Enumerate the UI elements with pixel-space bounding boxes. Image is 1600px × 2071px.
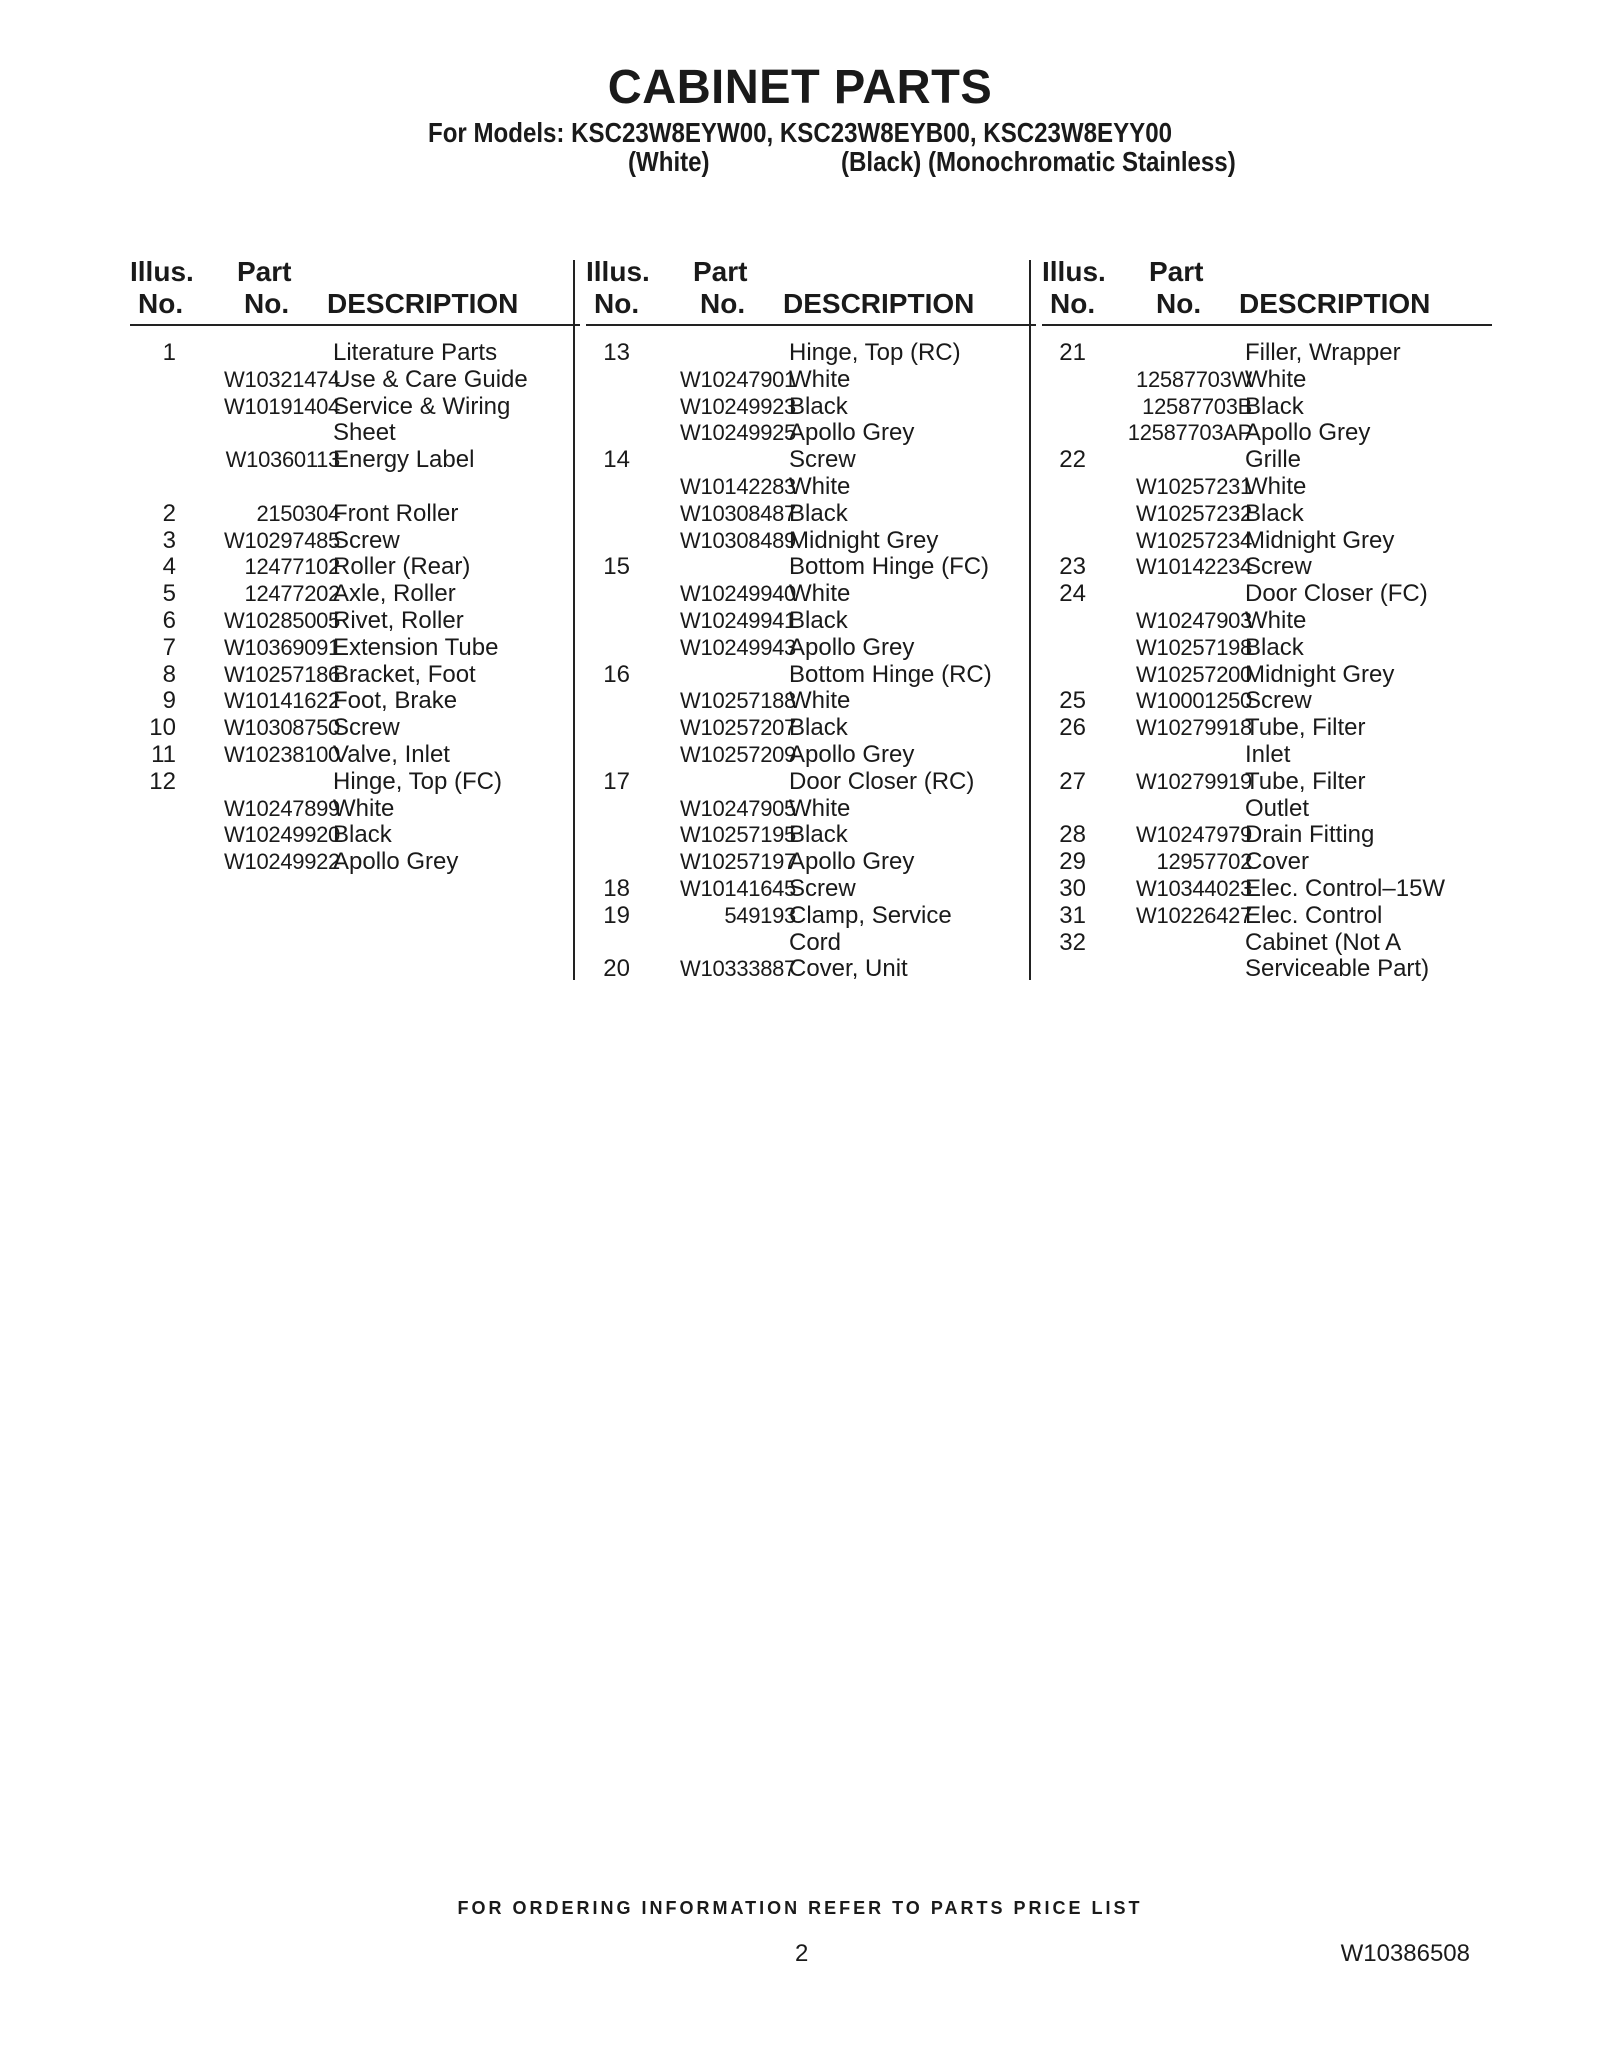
illus-number: 28 [1059, 821, 1086, 849]
header-description: DESCRIPTION [327, 288, 519, 319]
column-header [586, 256, 1036, 326]
part-number: W10141622 [224, 688, 340, 714]
table-row [130, 662, 580, 689]
part-description: Door Closer (RC) [789, 767, 975, 795]
part-description: Black [1245, 499, 1304, 527]
part-number: W10142234 [1136, 554, 1252, 580]
illus-number: 3 [162, 526, 176, 554]
table-row [1042, 956, 1492, 983]
part-number: W10308750 [224, 715, 340, 741]
part-description: Elec. Control–15W [1245, 874, 1446, 902]
part-description: Cabinet (Not A [1245, 928, 1402, 956]
illus-number: 1 [162, 339, 176, 366]
part-description: Cord [789, 928, 842, 956]
illus-number: 13 [603, 339, 630, 366]
table-row [1042, 930, 1492, 957]
part-number: W10257232 [1136, 500, 1252, 526]
part-description: White [789, 687, 851, 715]
part-number: W10257231 [1136, 473, 1252, 499]
part-number: W10226427 [1136, 902, 1252, 928]
illus-number: 23 [1059, 553, 1086, 581]
header-description: DESCRIPTION [1239, 288, 1431, 319]
table-row [130, 447, 580, 474]
header-part-no: No. [1156, 288, 1202, 319]
table-row [130, 635, 580, 662]
part-description: Black [789, 606, 848, 634]
part-description: Apollo Grey [789, 633, 915, 661]
table-row [1042, 822, 1492, 849]
illus-number: 22 [1059, 446, 1086, 474]
table-row [586, 635, 1036, 662]
part-description: Black [789, 714, 848, 742]
table-row [586, 688, 1036, 715]
part-description: Cover, Unit [789, 955, 908, 983]
table-row [586, 715, 1036, 742]
part-description: Screw [789, 874, 856, 902]
part-description: Tube, Filter [1245, 714, 1366, 742]
illus-number: 18 [603, 874, 630, 902]
variant-other: (Black) (Monochromatic Stainless) [841, 146, 1236, 177]
page-number: 2 [795, 1940, 809, 1967]
illus-number: 8 [162, 660, 176, 688]
column-divider [573, 260, 575, 980]
part-description: Hinge, Top (RC) [789, 339, 961, 366]
table-row [130, 528, 580, 555]
table-row [586, 367, 1036, 394]
part-number: W10333887 [680, 956, 796, 982]
part-number: W10249920 [224, 822, 340, 848]
table-row [1042, 688, 1492, 715]
table-row [130, 796, 580, 823]
table-row [1042, 903, 1492, 930]
table-row [130, 474, 580, 501]
column-header [130, 256, 580, 326]
table-row [130, 822, 580, 849]
part-description: Screw [333, 526, 400, 554]
illus-number: 6 [162, 606, 176, 634]
part-description: White [789, 580, 851, 608]
illus-number: 17 [603, 767, 630, 795]
table-row [586, 394, 1036, 421]
part-number: W10249925 [680, 420, 796, 446]
table-row [1042, 876, 1492, 903]
part-description: Foot, Brake [333, 687, 458, 715]
part-number: W10238100 [224, 741, 340, 767]
illus-number: 24 [1059, 580, 1086, 608]
table-row [1042, 608, 1492, 635]
table-row [130, 688, 580, 715]
table-row [130, 554, 580, 581]
part-description: Screw [333, 714, 400, 742]
table-row [1042, 742, 1492, 769]
part-description: Inlet [1245, 740, 1291, 768]
illus-number: 27 [1059, 767, 1086, 795]
table-row [586, 340, 1036, 367]
ordering-note: FOR ORDERING INFORMATION REFER TO PARTS PRICE LIST [457, 1898, 1143, 1918]
table-row [586, 930, 1036, 957]
table-row [1042, 769, 1492, 796]
column-header [1042, 256, 1492, 326]
part-description: Black [1245, 633, 1304, 661]
parts-column-2 [586, 256, 1036, 983]
part-number: W10279918 [1136, 715, 1252, 741]
part-number: 12587703W [1136, 366, 1252, 392]
part-number: W10257195 [680, 822, 796, 848]
part-description: Screw [1245, 553, 1312, 581]
table-row [130, 742, 580, 769]
part-number: W10279919 [1136, 768, 1252, 794]
table-row [586, 822, 1036, 849]
part-number: W10247979 [1136, 822, 1252, 848]
part-number: W10257209 [680, 741, 796, 767]
part-description: White [789, 472, 851, 500]
illus-number: 11 [151, 740, 176, 768]
table-row [1042, 849, 1492, 876]
part-description: Apollo Grey [789, 419, 915, 447]
illus-number: 2 [162, 499, 176, 527]
part-number: W10257188 [680, 688, 796, 714]
part-number: W10001250 [1136, 688, 1252, 714]
illus-number: 12 [149, 767, 176, 795]
header-illus: Illus. [1042, 256, 1106, 287]
header-illus: Illus. [130, 256, 194, 287]
part-number: W10247905 [680, 795, 796, 821]
header-illus-no: No. [1050, 288, 1096, 319]
part-number: W10249922 [224, 849, 340, 875]
part-description: Black [789, 392, 848, 420]
part-description: Screw [1245, 687, 1312, 715]
illus-number: 30 [1059, 874, 1086, 902]
table-row [586, 528, 1036, 555]
illus-number: 31 [1059, 901, 1086, 929]
part-description: Service & Wiring [333, 392, 511, 420]
table-row [586, 769, 1036, 796]
table-row [586, 876, 1036, 903]
part-number: W10321474 [224, 366, 340, 392]
part-number: W10249923 [680, 393, 796, 419]
table-row [586, 447, 1036, 474]
table-row [1042, 447, 1492, 474]
part-number: W10257197 [680, 849, 796, 875]
variant-white: (White) [628, 146, 710, 177]
table-row [1042, 367, 1492, 394]
part-description: Screw [789, 446, 856, 474]
part-description: Bottom Hinge (FC) [789, 553, 990, 581]
part-number: 12477202 [244, 581, 340, 607]
part-number: W10369091 [224, 634, 340, 660]
illus-number: 25 [1059, 687, 1086, 715]
table-row [586, 849, 1036, 876]
models-line: For Models: KSC23W8EYW00, KSC23W8EYB00, KSC23W8EYY00 [427, 117, 1173, 148]
table-row [586, 662, 1036, 689]
table-row [130, 367, 580, 394]
part-number: W10249943 [680, 634, 796, 660]
part-number: W10360113 [225, 447, 340, 473]
part-description: Tube, Filter [1245, 767, 1366, 795]
illus-number: 26 [1059, 714, 1086, 742]
part-number: 12587703B [1142, 393, 1252, 419]
page-header [0, 62, 1600, 150]
part-description: Cover [1245, 848, 1310, 876]
part-description: Grille [1245, 446, 1302, 474]
table-row [130, 501, 580, 528]
part-number: W10249940 [680, 581, 796, 607]
part-description: Black [1245, 392, 1304, 420]
table-row [1042, 420, 1492, 447]
part-description: Door Closer (FC) [1245, 580, 1428, 608]
part-description: Bracket, Foot [333, 660, 476, 688]
part-number: W10191404 [224, 393, 340, 419]
part-description: Drain Fitting [1245, 821, 1375, 849]
part-description: Apollo Grey [1245, 419, 1371, 447]
part-description: Midnight Grey [1245, 526, 1395, 554]
table-row [1042, 474, 1492, 501]
part-description: Use & Care Guide [333, 365, 528, 393]
header-illus-no: No. [138, 288, 184, 319]
part-number: W10247901 [680, 366, 796, 392]
header-description: DESCRIPTION [783, 288, 975, 319]
header-part-no: No. [700, 288, 746, 319]
table-row [130, 608, 580, 635]
part-number: 549193 [724, 902, 796, 928]
part-number: W10257234 [1136, 527, 1252, 553]
part-description: Midnight Grey [1245, 660, 1395, 688]
table-row [1042, 340, 1492, 367]
part-description: Hinge, Top (FC) [333, 767, 502, 795]
illus-number: 21 [1059, 339, 1086, 366]
part-description: White [333, 794, 395, 822]
part-description: Black [789, 499, 848, 527]
table-row [586, 903, 1036, 930]
part-description: Apollo Grey [333, 848, 459, 876]
part-description: Roller (Rear) [333, 553, 471, 581]
table-row [1042, 581, 1492, 608]
part-description: Black [333, 821, 392, 849]
part-number: W10141645 [680, 875, 796, 901]
table-row [586, 581, 1036, 608]
table-row [586, 796, 1036, 823]
part-description: Bottom Hinge (RC) [789, 660, 992, 688]
part-number: W10257198 [1136, 634, 1252, 660]
part-description: Literature Parts [333, 339, 498, 366]
part-description: White [1245, 606, 1307, 634]
table-row [130, 715, 580, 742]
part-number: W10285005 [224, 607, 340, 633]
part-description: Extension Tube [333, 633, 499, 661]
part-number: W10249941 [680, 607, 796, 633]
part-number: W10308487 [680, 500, 796, 526]
illus-number: 9 [162, 687, 176, 715]
part-number: 2150304 [256, 500, 340, 526]
parts-rows [1042, 340, 1492, 983]
parts-column-3 [1042, 256, 1492, 983]
table-row [130, 420, 580, 447]
part-description: Elec. Control [1245, 901, 1383, 929]
table-row [586, 474, 1036, 501]
table-row [1042, 528, 1492, 555]
illus-number: 7 [162, 633, 176, 661]
header-part: Part [1149, 256, 1204, 287]
table-row [586, 608, 1036, 635]
part-number: W10247899 [224, 795, 340, 821]
part-description: Energy Label [333, 446, 475, 474]
table-row [1042, 635, 1492, 662]
part-description: Rivet, Roller [333, 606, 464, 634]
part-number: W10257200 [1136, 661, 1252, 687]
illus-number: 19 [603, 901, 630, 929]
part-description: White [1245, 365, 1307, 393]
part-description: Apollo Grey [789, 740, 915, 768]
document-number: W10386508 [1340, 1940, 1470, 1967]
part-description: Front Roller [333, 499, 459, 527]
illus-number: 32 [1059, 928, 1086, 956]
illus-number: 16 [603, 660, 630, 688]
part-number: 12587703AP [1127, 420, 1252, 446]
part-description: White [789, 365, 851, 393]
part-description: Filler, Wrapper [1245, 339, 1401, 366]
part-description: Axle, Roller [333, 580, 456, 608]
table-row [130, 394, 580, 421]
parts-rows [130, 340, 580, 876]
illus-number: 10 [149, 714, 176, 742]
part-description: Clamp, Service [789, 901, 952, 929]
table-row [586, 420, 1036, 447]
table-row [130, 340, 580, 367]
part-number: W10257207 [680, 715, 796, 741]
illus-number: 29 [1059, 848, 1086, 876]
page-title: CABINET PARTS [607, 61, 993, 114]
part-description: Valve, Inlet [333, 740, 450, 768]
parts-rows [586, 340, 1036, 983]
column-divider [1029, 260, 1031, 980]
parts-column-1 [130, 256, 580, 876]
part-number: W10344023 [1136, 875, 1252, 901]
table-row [130, 769, 580, 796]
table-row [1042, 501, 1492, 528]
table-row [1042, 796, 1492, 823]
part-description: Midnight Grey [789, 526, 939, 554]
part-number: W10257186 [224, 661, 340, 687]
header-part: Part [237, 256, 292, 287]
illus-number: 5 [162, 580, 176, 608]
table-row [586, 742, 1036, 769]
part-description: White [1245, 472, 1307, 500]
part-number: 12477102 [244, 554, 340, 580]
part-description: Apollo Grey [789, 848, 915, 876]
illus-number: 15 [603, 553, 630, 581]
illus-number: 20 [603, 955, 630, 983]
part-description: Outlet [1245, 794, 1310, 822]
table-row [1042, 394, 1492, 421]
part-number: W10308489 [680, 527, 796, 553]
illus-number: 14 [603, 446, 630, 474]
part-description: White [789, 794, 851, 822]
part-description: Black [789, 821, 848, 849]
header-illus-no: No. [594, 288, 640, 319]
table-row [1042, 554, 1492, 581]
header-part: Part [693, 256, 748, 287]
table-row [130, 849, 580, 876]
table-row [586, 554, 1036, 581]
part-description: Serviceable Part) [1245, 955, 1430, 983]
table-row [586, 956, 1036, 983]
part-number: W10297485 [224, 527, 340, 553]
table-row [1042, 662, 1492, 689]
illus-number: 4 [162, 553, 176, 581]
header-part-no: No. [244, 288, 290, 319]
table-row [1042, 715, 1492, 742]
header-illus: Illus. [586, 256, 650, 287]
table-row [586, 501, 1036, 528]
part-description: Sheet [333, 419, 396, 447]
part-number: 12957702 [1156, 849, 1252, 875]
part-number: W10142283 [680, 473, 796, 499]
part-number: W10247903 [1136, 607, 1252, 633]
table-row [130, 581, 580, 608]
